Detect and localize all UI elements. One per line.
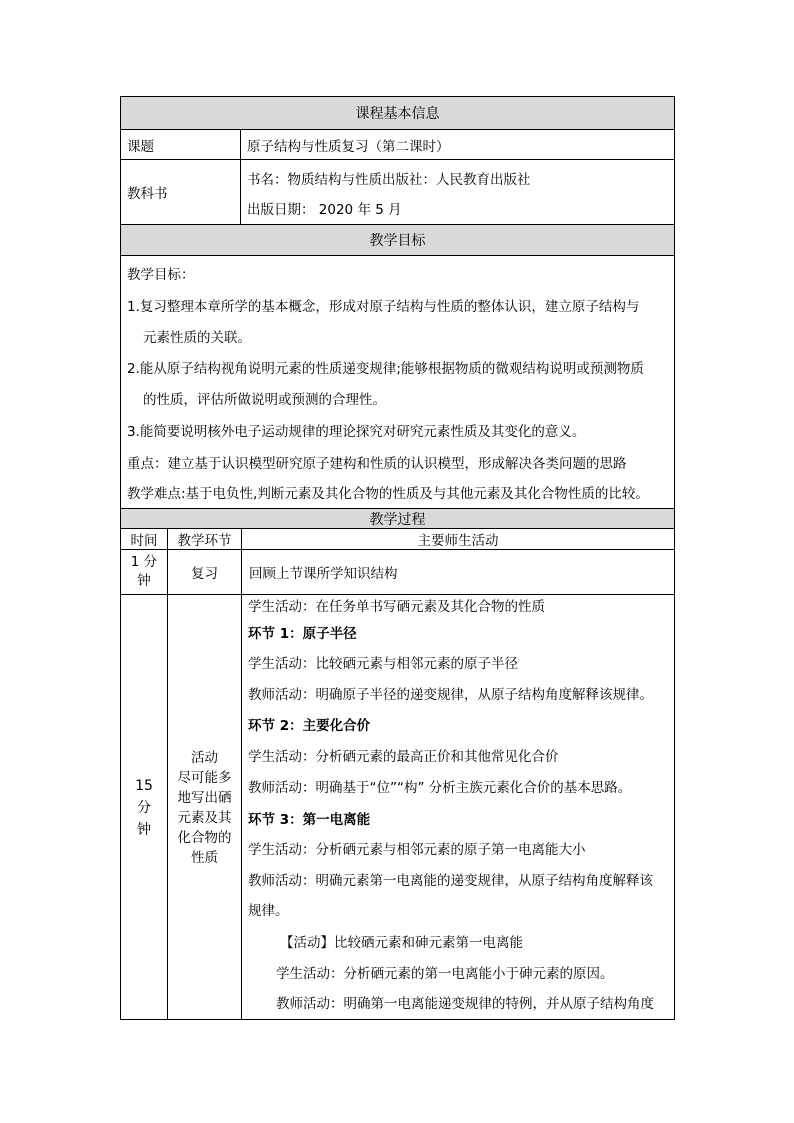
key-point-line: 重点：建立基于认识模型研究原子建构和性质的认识模型，形成解决各类问题的思路 bbox=[127, 456, 627, 472]
activity-time bbox=[121, 595, 167, 1020]
stage-text: 化合物的 bbox=[177, 829, 232, 846]
activity-line: 学生活动：比较硒元素与相邻元素的原子半径 bbox=[248, 656, 518, 672]
process-row-review bbox=[120, 549, 675, 594]
objective-line: 2.能从原子结构视角说明元素的性质递变规律;能够根据物质的微观结构说明或预测物质 bbox=[127, 361, 644, 377]
process-row-activity bbox=[120, 594, 675, 1020]
textbook-row bbox=[120, 159, 675, 224]
objectives-header bbox=[120, 224, 675, 255]
activity-stage bbox=[168, 595, 241, 1020]
lesson-plan-table bbox=[120, 96, 675, 1020]
basic-info-title: 课程基本信息 bbox=[355, 106, 440, 122]
objectives-intro: 教学目标： bbox=[127, 267, 195, 283]
activity-line: 学生活动：在任务单书写硒元素及其化合物的性质 bbox=[248, 599, 545, 615]
stage-text: 性质 bbox=[191, 849, 218, 866]
basic-info-header bbox=[120, 96, 675, 129]
activity-line: 学生活动：分析硒元素与相邻元素的原子第一电离能大小 bbox=[248, 842, 586, 858]
activity-line: 【活动】比较硒元素和砷元素第一电离能 bbox=[280, 935, 523, 951]
textbook-name: 书名：物质结构与性质出版社：人民教育出版社 bbox=[247, 172, 531, 188]
activity-line: 学生活动：分析硒元素的最高正价和其他常见化合价 bbox=[248, 749, 559, 765]
col-activity-header: 主要师生活动 bbox=[417, 533, 499, 549]
activity-line: 教师活动：明确原子半径的递变规律，从原子结构角度解释该规律。 bbox=[248, 687, 653, 703]
textbook-label: 教科书 bbox=[127, 186, 168, 202]
objectives-title: 教学目标 bbox=[369, 233, 426, 249]
activity-line: 教师活动：明确第一电离能递变规律的特例，并从原子结构角度 bbox=[276, 996, 654, 1012]
col-time-header: 时间 bbox=[130, 533, 158, 549]
topic-row bbox=[120, 129, 675, 159]
topic-value: 原子结构与性质复习（第二课时） bbox=[247, 138, 450, 155]
objective-line: 3.能简要说明核外电子运动规律的理论探究对研究元素性质及其变化的意义。 bbox=[127, 424, 586, 440]
review-time bbox=[121, 550, 167, 594]
objective-line: 元素性质的关联。 bbox=[143, 330, 251, 346]
objectives-body bbox=[120, 255, 675, 508]
stage-text: 尽可能多 bbox=[177, 769, 232, 786]
col-stage-header: 教学环节 bbox=[177, 533, 232, 549]
process-title: 教学过程 bbox=[369, 511, 426, 528]
difficulty-line: 教学难点:基于电负性,判断元素及其化合物的性质及与其他元素及其化合物性质的比较。 bbox=[127, 486, 649, 502]
activity-section-heading: 环节 3：第一电离能 bbox=[248, 812, 371, 828]
activity-line: 学生活动：分析硒元素的第一电离能小于砷元素的原因。 bbox=[276, 966, 614, 982]
activity-content bbox=[242, 595, 674, 1020]
stage-text: 地写出硒 bbox=[177, 789, 232, 806]
stage-text: 活动 bbox=[191, 749, 218, 766]
textbook-date: 出版日期： 2020 年 5 月 bbox=[247, 202, 402, 218]
review-activity: 回顾上节课所学知识结构 bbox=[249, 566, 398, 582]
activity-line: 教师活动：明确基于“位”“构” 分析主族元素化合价的基本思路。 bbox=[248, 780, 632, 796]
process-column-headers bbox=[120, 528, 675, 549]
time-text: 1 分 bbox=[130, 554, 158, 570]
time-text: 钟 bbox=[137, 821, 151, 838]
activity-line: 教师活动：明确元素第一电离能的递变规律，从原子结构角度解释该 bbox=[248, 873, 653, 889]
objective-line: 1.复习整理本章所学的基本概念，形成对原子结构与性质的整体认识，建立原子结构与 bbox=[127, 299, 640, 315]
activity-line: 规律。 bbox=[248, 903, 289, 919]
time-text: 15 bbox=[135, 777, 153, 794]
topic-label: 课题 bbox=[127, 138, 154, 155]
process-header bbox=[120, 508, 675, 528]
time-text: 分 bbox=[137, 799, 151, 816]
time-text: 钟 bbox=[137, 573, 151, 589]
activity-section-heading: 环节 2：主要化合价 bbox=[248, 718, 371, 734]
stage-text: 元素及其 bbox=[177, 809, 232, 826]
objective-line: 的性质，评估所做说明或预测的合理性。 bbox=[143, 392, 386, 408]
review-stage: 复习 bbox=[191, 566, 218, 582]
activity-section-heading: 环节 1：原子半径 bbox=[248, 626, 357, 642]
